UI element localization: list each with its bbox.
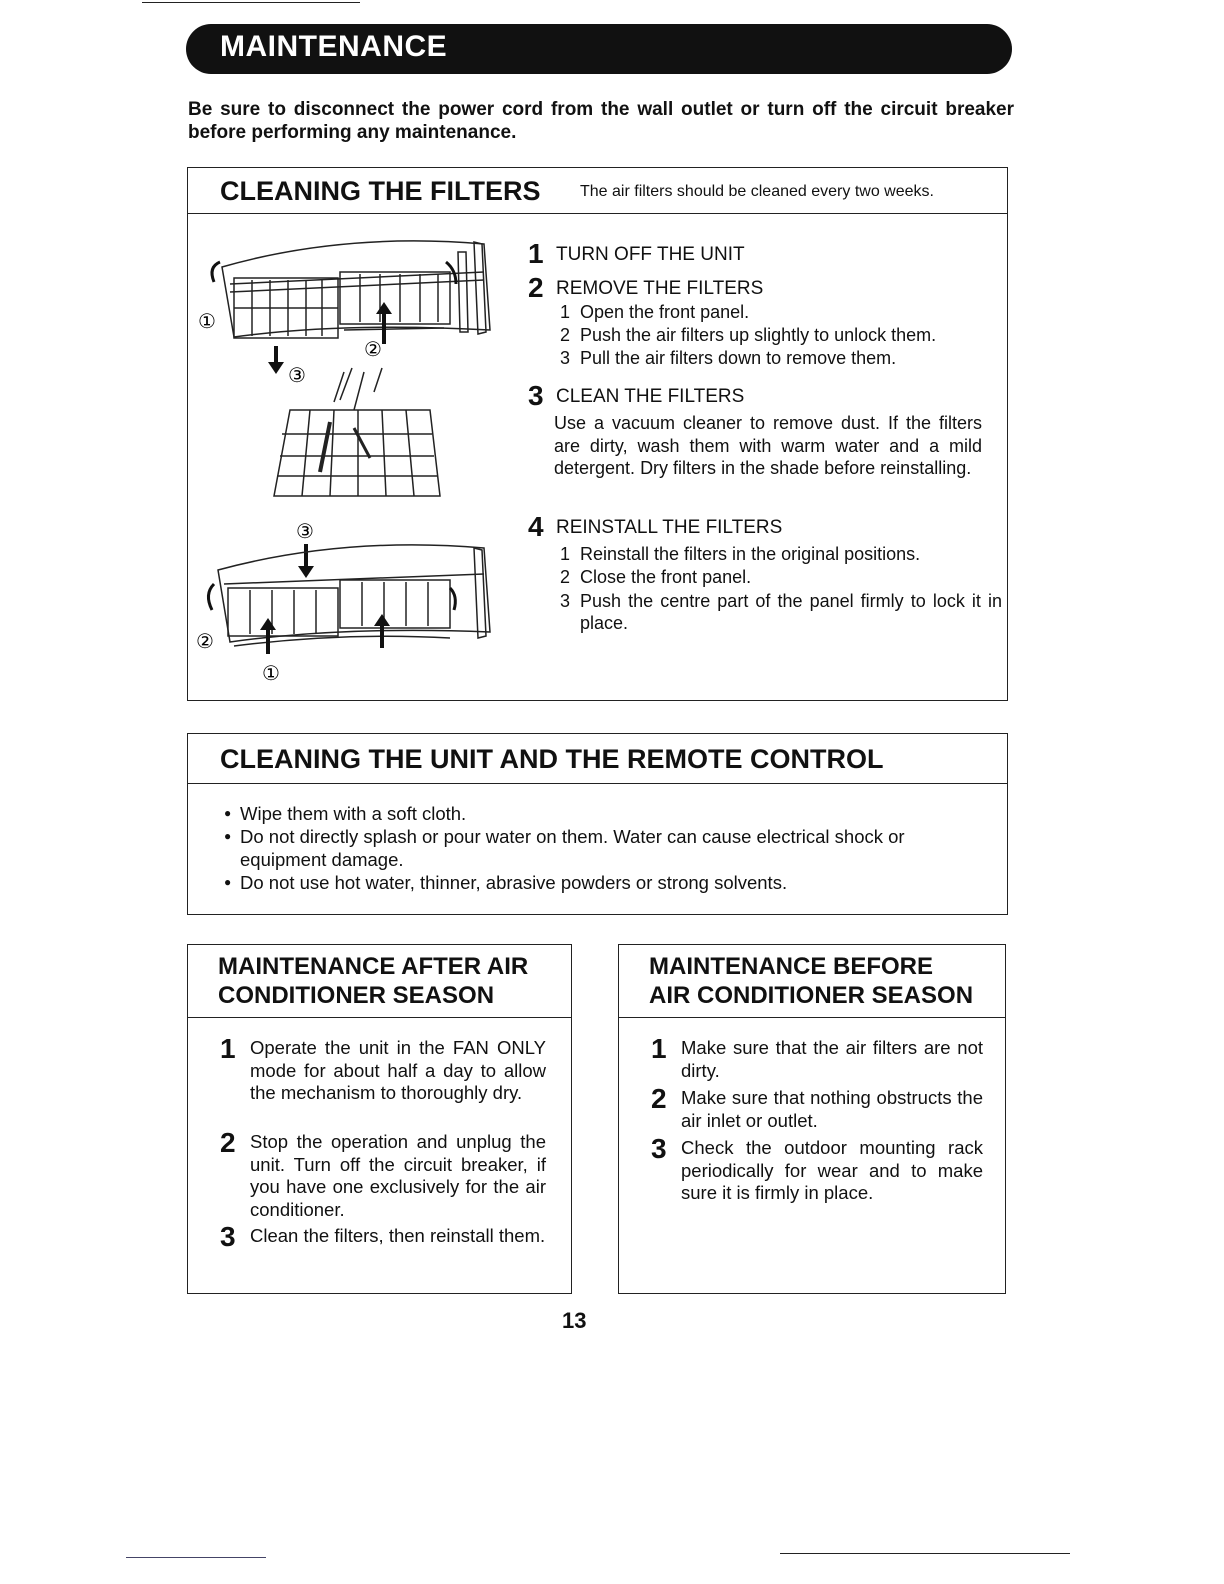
arrow-down-icon: [298, 544, 314, 578]
marker-1: ①: [198, 309, 216, 333]
maintenance-banner: [186, 24, 1012, 74]
marker-2: ②: [364, 337, 382, 361]
marker-1b: ①: [262, 661, 280, 685]
filter-step-4-sub-1: 1 Reinstall the filters in the original positions.: [560, 544, 921, 564]
list-item: ● Do not directly splash or pour water on them. Water can cause electrical shock or equipment damage.: [224, 825, 994, 871]
unit-open-illustration: [222, 241, 490, 338]
step-title: CLEAN THE FILTERS: [556, 386, 745, 407]
filter-cleaning-illustration: [274, 368, 440, 496]
step-title: REINSTALL THE FILTERS: [556, 517, 783, 538]
bottom-rule-left: [126, 1557, 266, 1558]
after-season-section: MAINTENANCE AFTER AIR CONDITIONER SEASON 1 Operate the unit in the FAN ONLY mode for about half a day to allow the mechanism to thoroughly dry. 2 Stop the operation and unplug the unit. Turn off the circuit breaker, if you have one exclusively for the air conditioner. 3 Clean the filters, then reinstall them.: [187, 944, 572, 1294]
curved-arrow-icon: [212, 262, 220, 282]
filter-step-4-sub-2: 2 Close the front panel.: [560, 567, 752, 587]
filter-step-2-sub-3: 3 Pull the air filters down to remove them.: [560, 348, 897, 368]
filters-section: [187, 167, 1008, 701]
step-number: 1: [528, 238, 544, 269]
filter-step-4-sub-3: 3 Push the centre part of the panel firmly to lock it in place.: [560, 591, 1002, 633]
before-season-title-line1: MAINTENANCE BEFORE: [649, 953, 934, 980]
unit-cleaning-list: [224, 802, 994, 894]
step-number: 4: [528, 511, 544, 542]
step-title: REMOVE THE FILTERS: [556, 278, 764, 299]
after-season-title-line1: MAINTENANCE AFTER AIR: [218, 953, 529, 980]
top-rule: [142, 2, 360, 3]
after-season-header: [188, 945, 571, 1018]
filter-step-2-sub-2: 2 Push the air filters up slightly to unlock them.: [560, 325, 937, 345]
unit-cleaning-title: CLEANING THE UNIT AND THE REMOTE CONTROL: [220, 744, 884, 774]
curved-arrow-icon: [450, 588, 455, 610]
unit-cleaning-section: [187, 733, 1008, 915]
page-number: 13: [562, 1308, 587, 1333]
unit-cleaning-header: [188, 734, 1007, 784]
marker-3: ③: [288, 363, 306, 387]
filters-title: CLEANING THE FILTERS: [220, 176, 541, 206]
filters-header: [188, 168, 1007, 214]
list-item: ● Do not use hot water, thinner, abrasive powders or strong solvents.: [224, 871, 994, 894]
before-season-header: [619, 945, 1005, 1018]
before-season-section: MAINTENANCE BEFORE AIR CONDITIONER SEASON 1 Make sure that the air filters are not dirty. 2 Make sure that nothing obstructs the air inlet or outlet. 3 Check the outdoor mounting rack periodically for wear and to make sure it is firmly in place.: [618, 944, 1006, 1294]
banner-title: MAINTENANCE: [220, 30, 448, 63]
marker-2b: ②: [196, 629, 214, 653]
before-season-title-line2: AIR CONDITIONER SEASON: [649, 982, 974, 1009]
list-item: ● Wipe them with a soft cloth.: [224, 802, 994, 825]
bottom-rule-right: [780, 1553, 1070, 1554]
filter-diagram: [194, 222, 504, 692]
power-warning: Be sure to disconnect the power cord from the wall outlet or turn off the circuit breaker before performing any maintenance.: [188, 99, 1014, 143]
after-season-title-line2: CONDITIONER SEASON: [218, 982, 495, 1009]
filter-step-3-text: Use a vacuum cleaner to remove dust. If the filters are dirty, wash them with warm water and a mild detergent. Dry filters in the shade before reinstalling.: [554, 413, 982, 478]
step-number: 2: [528, 272, 544, 303]
marker-3b: ③: [296, 519, 314, 543]
filter-step-2-sub-1: 1 Open the front panel.: [560, 302, 750, 322]
step-title: TURN OFF THE UNIT: [556, 244, 745, 265]
unit-close-illustration: [218, 545, 490, 646]
filters-subtitle: The air filters should be cleaned every two weeks.: [580, 183, 934, 200]
curved-arrow-icon: [208, 584, 214, 610]
step-number: 3: [528, 380, 544, 411]
arrow-down-icon: [268, 346, 284, 374]
